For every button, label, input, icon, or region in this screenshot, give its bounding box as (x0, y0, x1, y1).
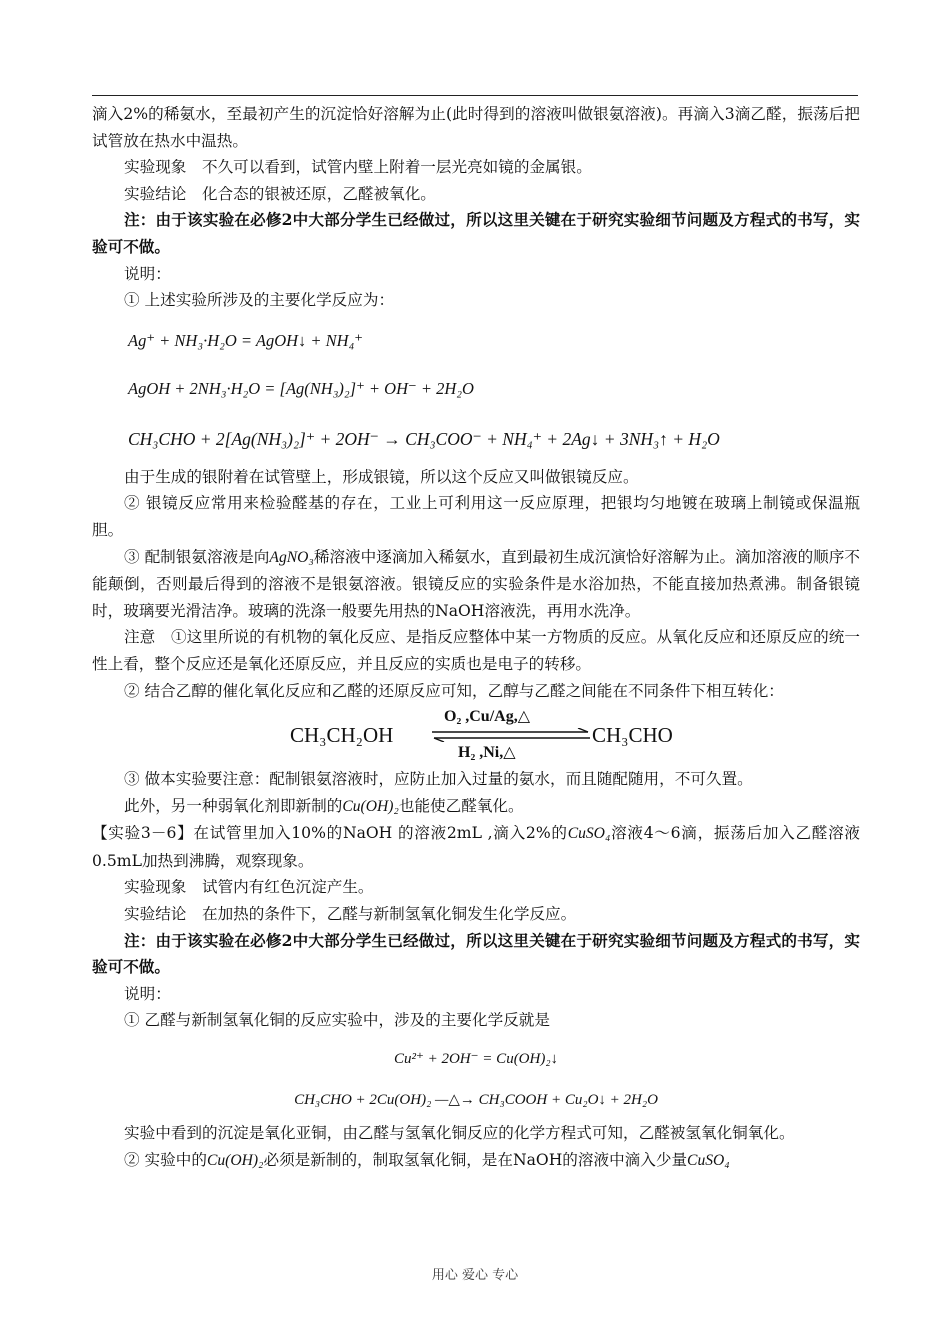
explanation-item-6 (92, 1147, 860, 1175)
equation-5: CH₃CHO + 2Cu(OH)₂ —△→ CH₃COOH + Cu₂O↓ + 2H₂O (294, 1092, 658, 1109)
conversion-right: CH₃CHO (592, 723, 673, 748)
experiment-3-6 (92, 820, 860, 874)
explanation-heading-2: 说明： (124, 984, 171, 1003)
explanation-item-4: ① 乙醛与新制氢氧化铜的反应实验中，涉及的主要化学反就是 (124, 1011, 550, 1030)
silver-mirror-explanation: 由于生成的银附着在试管壁上，形成银镜，所以这个反应又叫做银镜反应。 (124, 467, 639, 486)
explanation-item-1: ① 上述实验所涉及的主要化学反应为： (124, 291, 395, 310)
explanation-item-2: ② 银镜反应常用来检验醛基的存在，工业上可利用这一反应原理，把银均匀地镀在玻璃上制镜或保温瓶胆。 (92, 494, 860, 539)
page-footer: 用心 爱心 专心 (431, 1268, 519, 1283)
exp36-text-b: 溶液4～6滴，振荡后加入乙醛溶液0.5mL加热到沸腾，观察现象。 (92, 824, 861, 870)
document-body (92, 101, 860, 1174)
paragraph-silver-ammonia-prep: 滴入2%的稀氨水，至最初产生的沉淀恰好溶解为止(此时得到的溶液叫做银氨溶液)。再滴入3滴乙醛，振荡后把试管放在热水中温热。 (92, 105, 860, 150)
another-text-b: 也能使乙醛氧化。 (398, 796, 524, 815)
equation-3: CH₃CHO + 2[Ag(NH₃)₂]⁺ + 2OH⁻ → CH₃COO⁻ + NH₄⁺ + 2Ag↓ + 3NH₃↑ + H₂O (128, 428, 720, 449)
attention-2: ② 结合乙醇的催化氧化反应和乙醛的还原反应可知，乙醇与乙醛之间能在不同条件下相互转化： (124, 681, 784, 700)
formula-cuso4: CuSO₄ (567, 825, 611, 843)
item6-text-b: 必须是新制的，制取氢氧化铜，是在NaOH的溶液中滴入少量 (263, 1150, 688, 1169)
item3-text-b: 稀溶液中逐滴加入稀氨水，直到最初生成沉演恰好溶解为止。滴加溶液的顺序不能颠倒，否则最后得到的溶液不是银氨溶液。银镜反应的实验条件是水浴加热，不能直接加热煮沸。制备银镜时，玻璃要光滑洁净。玻璃的洗涤一般要先用热的NaOH溶液洗，再用水洗净。 (92, 547, 860, 620)
exp36-text-a: 【实验3－6】在试管里加入10%的NaOH 的溶液2mL ,滴入2%的 (92, 824, 568, 843)
item3-text-a: ③ 配制银氨溶液是向 (124, 547, 270, 566)
equation-1: Ag⁺ + NH₃·H₂O = AgOH↓ + NH₄⁺ (128, 330, 364, 350)
equation-2: AgOH + 2NH₃·H₂O = [Ag(NH₃)₂]⁺ + OH⁻ + 2H₂O (128, 378, 474, 398)
formula-agno3: AgNO₃ (269, 548, 314, 566)
another-oxidant (92, 793, 860, 821)
conversion-bottom-condition: H₂ ,Ni,△ (458, 744, 516, 762)
experiment-conclusion-2: 实验结论 在加热的条件下，乙醛与新制氢氧化铜发生化学反应。 (124, 905, 577, 924)
another-text-a: 此外，另一种弱氧化剂即新制的 (124, 796, 343, 815)
item6-text-a: ② 实验中的 (124, 1150, 207, 1169)
experiment-phenomenon-1: 实验现象 不久可以看到，试管内壁上附着一层光亮如镜的金属银。 (124, 158, 592, 177)
note-2: 注：由于该实验在必修2中大部分学生已经做过，所以这里关键在于研究实验细节问题及方程式的书写，实验可不做。 (92, 930, 860, 977)
formula-cuoh2: Cu(OH)₂ (342, 797, 399, 815)
experiment-phenomenon-2: 实验现象 试管内有红色沉淀产生。 (124, 878, 374, 897)
explanation-item-3 (92, 544, 860, 625)
explanation-heading-1: 说明： (124, 264, 171, 283)
explanation-item-5: 实验中看到的沉淀是氧化亚铜，由乙醛与氢氧化铜反应的化学方程式可知，乙醛被氢氧化铜氧化。 (124, 1124, 795, 1143)
note-1: 注：由于该实验在必修2中大部分学生已经做过，所以这里关键在于研究实验细节问题及方程式的书写，实验可不做。 (92, 210, 860, 256)
formula-cuso4-2: CuSO₄ (687, 1151, 730, 1169)
conversion-equation (92, 706, 860, 766)
equation-4: Cu²⁺ + 2OH⁻ = Cu(OH)₂↓ (393, 1051, 559, 1068)
conversion-top-condition: O₂ ,Cu/Ag,△ (444, 708, 530, 726)
experiment-conclusion-1: 实验结论 化合态的银被还原，乙醛被氧化。 (124, 184, 436, 203)
header-rule (92, 95, 858, 96)
attention-3: ③ 做本实验要注意：配制银氨溶液时，应防止加入过量的氨水，而且随配随用，不可久置。 (124, 770, 753, 789)
conversion-left: CH₃CH₂OH (290, 723, 394, 748)
formula-cuoh2-fresh: Cu(OH)₂ (206, 1151, 264, 1169)
attention-1: 注意 ①这里所说的有机物的氧化反应、是指反应整体中某一方物质的反应。从氧化反应和还原反应的统一性上看，整个反应还是氧化还原反应，并且反应的实质也是电子的转移。 (92, 628, 860, 673)
